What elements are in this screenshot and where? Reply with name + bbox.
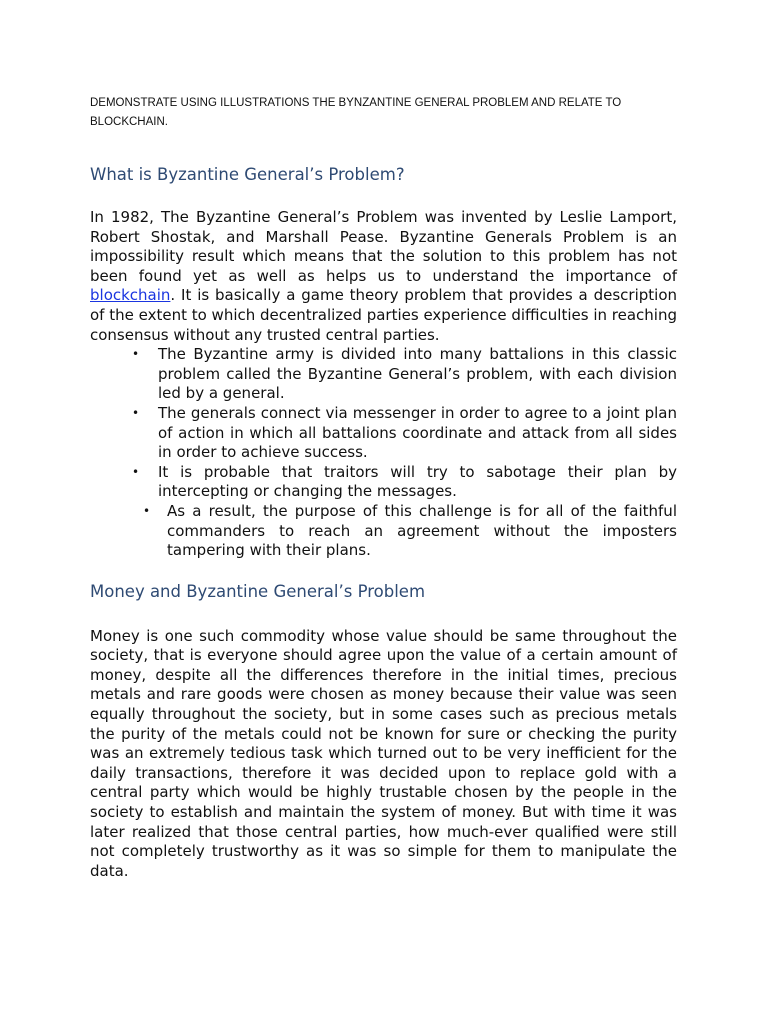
- list-item: [90, 404, 677, 463]
- intro-paragraph: [90, 208, 677, 345]
- bullet-icon: •: [132, 347, 140, 362]
- bullet-icon: •: [132, 405, 140, 420]
- bullet-icon: •: [132, 464, 140, 479]
- list-item-text: The Byzantine army is divided into many battalions in this classic problem called the Byzantine General’s problem, with each division led by a general.: [158, 345, 677, 403]
- list-item: [90, 345, 677, 404]
- list-item-text: It is probable that traitors will try to sabotage their plan by intercepting or changing the messages.: [158, 462, 677, 501]
- list-item: [90, 502, 677, 561]
- document-page: [90, 94, 677, 881]
- bullet-icon: •: [143, 503, 151, 518]
- list-item-text: The generals connect via messenger in order to agree to a joint plan of action in which all battalions coordinate and attack from all sides in order to achieve success.: [158, 403, 677, 462]
- intro-text-start: In 1982, The Byzantine General’s Problem was invented by Leslie Lamport, Robert Shostak, and Marshall Pease. Byzantine Generals Problem is an impossibility result which means that the solution to this problem has not been found yet as well as helps us to understand the importance of: [90, 208, 677, 285]
- blockchain-link[interactable]: blockchain: [90, 286, 171, 305]
- document-caption: DEMONSTRATE USING ILLUSTRATIONS THE BYNZANTINE GENERAL PROBLEM AND RELATE TO BLOCKCHAIN.: [90, 97, 622, 128]
- list-item: [90, 463, 677, 502]
- section-heading-money: Money and Byzantine General’s Problem: [90, 581, 426, 601]
- list-item-text: As a result, the purpose of this challenge is for all of the faithful commanders to reach an agreement without the imposters tampering with their plans.: [167, 501, 677, 560]
- intro-text-end: . It is basically a game theory problem that provides a description of the extent to which decentralized parties experience difficulties in reaching consensus without any trusted central parties.: [90, 286, 677, 344]
- bullet-list: [90, 345, 677, 561]
- money-paragraph: Money is one such commodity whose value should be same throughout the society, that is everyone should agree upon the value of a certain amount of money, despite all the differences therefore in the initial times, precious metals and rare goods were chosen as money because their value was seen equally throughout the society, but in some cases such as precious metals the purity of the metals could not be known for sure or checking the purity was an extremely tedious task which turned out to be very inefficient for the daily transactions, therefore it was decided upon to replace gold with a central party which would be highly trustable chosen by the people in the society to establish and maintain the system of money. But with time it was later realized that those central parties, how much-ever qualified were still not completely trustworthy as it was so simple for them to manipulate the data.: [90, 626, 677, 880]
- section-heading-byzantine-problem: What is Byzantine General’s Problem?: [90, 165, 405, 184]
